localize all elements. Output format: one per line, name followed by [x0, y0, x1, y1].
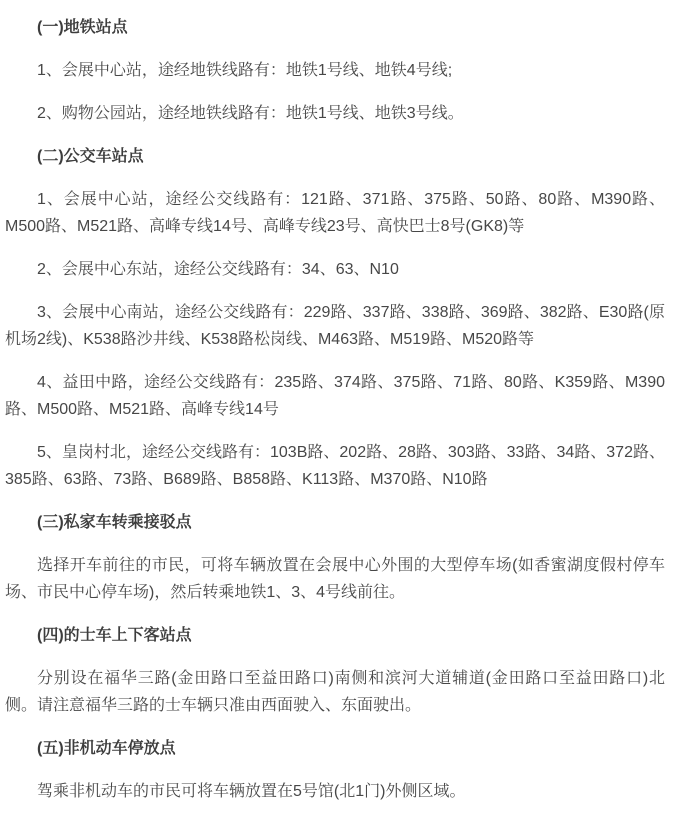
- article-body: [0, 14, 687, 805]
- section-heading-private-car: (三)私家车转乘接驳点: [37, 514, 192, 531]
- paragraph-bus-5: 5、皇岗村北，途经公交线路有：103B路、202路、28路、303路、33路、34路、372路、385路、63路、73路、B689路、B858路、K113路、M370路、N10路: [5, 444, 665, 488]
- paragraph-private-car: 选择开车前往的市民，可将车辆放置在会展中心外围的大型停车场(如香蜜湖度假村停车场、市民中心停车场)，然后转乘地铁1、3、4号线前往。: [5, 557, 665, 601]
- paragraph-bus-1: 1、会展中心站，途经公交线路有：121路、371路、375路、50路、80路、M390路、M500路、M521路、高峰专线14号、高峰专线23号、高快巴士8号(GK8)等: [5, 191, 665, 235]
- paragraph-metro-1: 1、会展中心站，途经地铁线路有：地铁1号线、地铁4号线;: [37, 62, 453, 79]
- paragraph-metro-2: 2、购物公园站，途经地铁线路有：地铁1号线、地铁3号线。: [37, 105, 464, 122]
- section-heading-bicycle: (五)非机动车停放点: [37, 740, 176, 757]
- section-heading-bus: (二)公交车站点: [37, 148, 144, 165]
- paragraph-bicycle: 驾乘非机动车的市民可将车辆放置在5号馆(北1门)外侧区域。: [37, 783, 466, 800]
- section-heading-metro: (一)地铁站点: [37, 19, 128, 36]
- paragraph-taxi: 分别设在福华三路(金田路口至益田路口)南侧和滨河大道辅道(金田路口至益田路口)北侧。请注意福华三路的士车辆只准由西面驶入、东面驶出。: [5, 670, 665, 714]
- section-heading-taxi: (四)的士车上下客站点: [37, 627, 192, 644]
- paragraph-bus-2: 2、会展中心东站，途经公交线路有：34、63、N10: [37, 261, 399, 278]
- paragraph-bus-3: 3、会展中心南站，途经公交线路有：229路、337路、338路、369路、382路、E30路(原机场2线)、K538路沙井线、K538路松岗线、M463路、M519路、M520路等: [5, 304, 665, 348]
- paragraph-bus-4: 4、益田中路，途经公交线路有：235路、374路、375路、71路、80路、K359路、M390路、M500路、M521路、高峰专线14号: [5, 374, 665, 418]
